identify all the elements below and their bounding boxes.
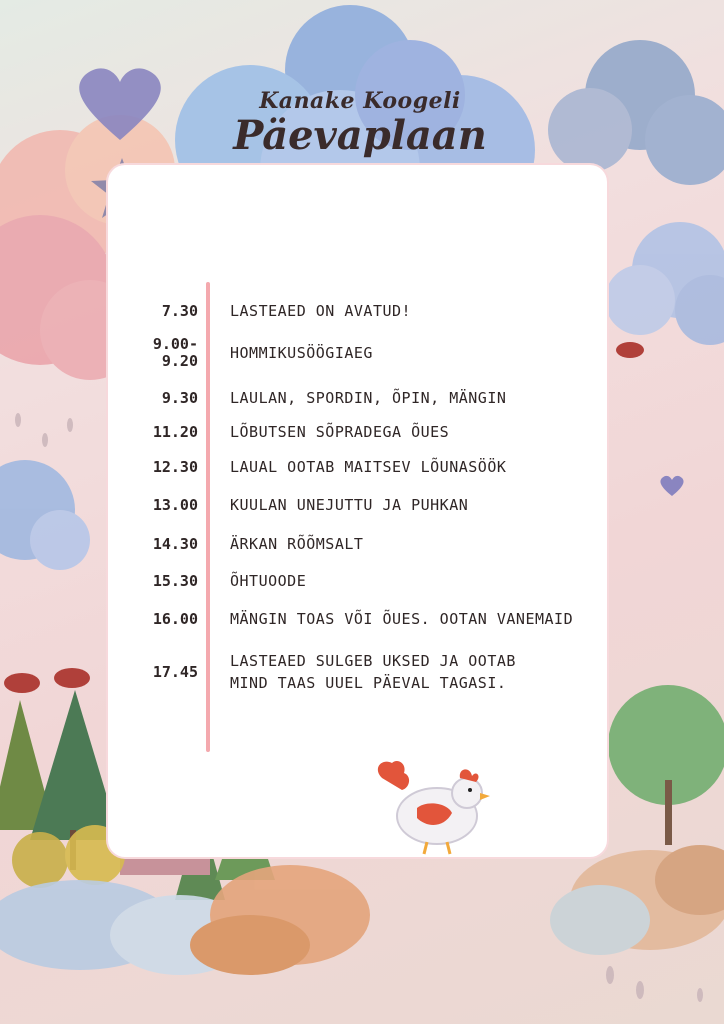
schedule-time: 7.30: [161, 301, 198, 320]
chicken-icon: [372, 758, 492, 858]
schedule-activity: ÄRKAN RÕÕMSALT: [230, 535, 364, 553]
schedule-activity: LAUAL OOTAB MAITSEV LÕUNASÖÖK: [230, 458, 507, 476]
schedule-time: 9.00- 9.20: [152, 335, 198, 370]
schedule-activity: LÕBUTSEN SÕPRADEGA ÕUES: [230, 423, 450, 441]
page-subtitle: Kanake Koogeli: [259, 88, 461, 114]
schedule-row: [140, 533, 590, 555]
cloud-icon: [550, 845, 724, 955]
cloud-icon: [548, 40, 724, 185]
schedule-row: [140, 650, 590, 694]
schedule-row: [140, 494, 590, 516]
schedule-time: 15.30: [152, 571, 198, 590]
schedule-time: 12.30: [152, 457, 198, 476]
title-block: [165, 88, 555, 159]
cloud-icon: [0, 460, 90, 570]
schedule-row: [140, 421, 590, 443]
schedule-activity: MÄNGIN TOAS VÕI ÕUES. OOTAN VANEMAID: [230, 610, 574, 628]
schedule-row: [140, 456, 590, 478]
schedule-activity: KUULAN UNEJUTTU JA PUHKAN: [230, 496, 469, 514]
schedule-row: [140, 387, 590, 409]
schedule-activity: LASTEAED ON AVATUD!: [230, 302, 412, 320]
tree-icon: [608, 685, 724, 845]
schedule-row: [140, 336, 590, 370]
page-title: Päevaplaan: [233, 112, 487, 159]
schedule-activity: ÕHTUOODE: [230, 572, 307, 590]
schedule-time: 9.30: [161, 388, 198, 407]
schedule-row: [140, 300, 590, 322]
schedule-activity: HOMMIKUSÖÖGIAEG: [230, 344, 373, 362]
schedule-activity: LASTEAED SULGEB UKSED JA OOTAB MIND TAAS UUEL PÄEVAL TAGASI.: [230, 652, 516, 692]
cloud-icon: [605, 222, 724, 345]
schedule-time: 13.00: [152, 495, 198, 514]
schedule-time: 14.30: [152, 534, 198, 553]
schedule-time: 11.20: [152, 422, 198, 441]
heart-icon: [660, 476, 683, 496]
schedule-time: 17.45: [152, 662, 198, 681]
schedule-activity: LAULAN, SPORDIN, ÕPIN, MÄNGIN: [230, 389, 507, 407]
schedule-time: 16.00: [152, 609, 198, 628]
schedule-row: [140, 608, 590, 630]
schedule-row: [140, 570, 590, 592]
